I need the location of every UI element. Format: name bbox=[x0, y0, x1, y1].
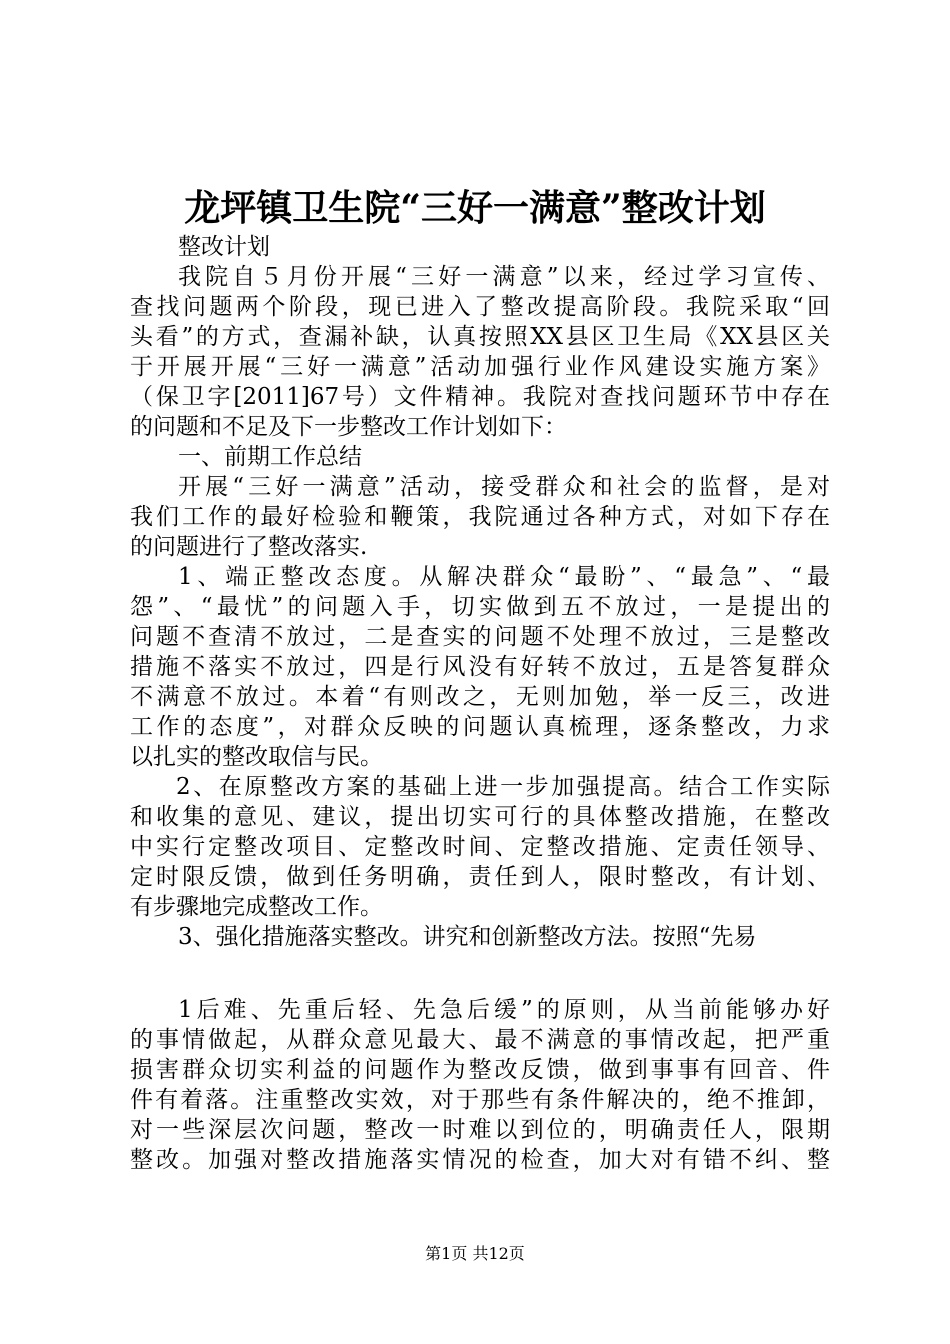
text-line: 不满意不放过。本着“有则改之，无则加勉，举一反三，改进 bbox=[130, 684, 830, 710]
text-line: 一、前期工作总结 bbox=[178, 444, 362, 470]
text-line: 对一些深层次问题，整改一时难以到位的，明确责任人，限期 bbox=[130, 1117, 830, 1143]
text-line: 和收集的意见、建议，提出切实可行的具体整改措施，在整改 bbox=[130, 804, 830, 830]
text-line: 定时限反馈，做到任务明确，责任到人，限时整改，有计划、 bbox=[130, 864, 830, 890]
text-line: 2、在原整改方案的基础上进一步加强提高。结合工作实际 bbox=[176, 774, 830, 800]
body-text-block-1 bbox=[130, 232, 830, 952]
text-line: 于开展开展“三好一满意”活动加强行业作风建设实施方案》 bbox=[130, 354, 830, 380]
text-line: 开展“三好一满意”活动，接受群众和社会的监督，是对 bbox=[178, 474, 830, 500]
text-line: 怨”、“最忧”的问题入手，切实做到五不放过，一是提出的 bbox=[130, 594, 830, 620]
text-line: 损害群众切实利益的问题作为整改反馈，做到事事有回音、件 bbox=[130, 1057, 830, 1083]
text-line: 中实行定整改项目、定整改时间、定整改措施、定责任领导、 bbox=[130, 834, 830, 860]
document-title: 龙坪镇卫生院“三好一满意”整改计划 bbox=[184, 187, 766, 229]
text-line: （保卫字[2011]67号）文件精神。我院对查找问题环节中存在 bbox=[130, 384, 830, 410]
text-line: 整改。加强对整改措施落实情况的检查，加大对有错不纠、整 bbox=[130, 1147, 830, 1173]
text-line: 的问题进行了整改落实. bbox=[130, 534, 368, 560]
text-line: 工作的态度”，对群众反映的问题认真梳理，逐条整改，力求 bbox=[130, 714, 830, 740]
text-line: 件有着落。注重整改实效，对于那些有条件解决的，绝不推卸， bbox=[130, 1087, 830, 1113]
text-line: 3、强化措施落实整改。讲究和创新整改方法。按照“先易 bbox=[178, 924, 757, 950]
text-line: 的问题和不足及下一步整改工作计划如下： bbox=[130, 414, 567, 440]
text-line: 问题不查清不放过，二是查实的问题不处理不放过，三是整改 bbox=[130, 624, 830, 650]
text-line: 1后难、先重后轻、先急后缓”的原则，从当前能够办好 bbox=[178, 997, 830, 1023]
text-line: 以扎实的整改取信与民。 bbox=[130, 744, 383, 770]
text-line: 措施不落实不放过，四是行风没有好转不放过，五是答复群众 bbox=[130, 654, 830, 680]
text-line: 1、端正整改态度。从解决群众“最盼”、“最急”、“最 bbox=[178, 564, 830, 590]
body-text-block-2 bbox=[130, 995, 830, 1175]
text-line: 我们工作的最好检验和鞭策，我院通过各种方式，对如下存在 bbox=[130, 504, 830, 530]
text-line: 我院自５月份开展“三好一满意”以来，经过学习宣传、 bbox=[178, 264, 830, 290]
page-footer: 第1页 共12页 bbox=[425, 1244, 525, 1263]
text-line: 有步骤地完成整改工作。 bbox=[130, 894, 383, 920]
text-line: 整改计划 bbox=[178, 234, 270, 260]
text-line: 头看”的方式，查漏补缺，认真按照XX县区卫生局《XX县区关 bbox=[130, 324, 830, 350]
text-line: 查找问题两个阶段，现已进入了整改提高阶段。我院采取“回 bbox=[130, 294, 830, 320]
text-line: 的事情做起，从群众意见最大、最不满意的事情改起，把严重 bbox=[130, 1027, 830, 1053]
